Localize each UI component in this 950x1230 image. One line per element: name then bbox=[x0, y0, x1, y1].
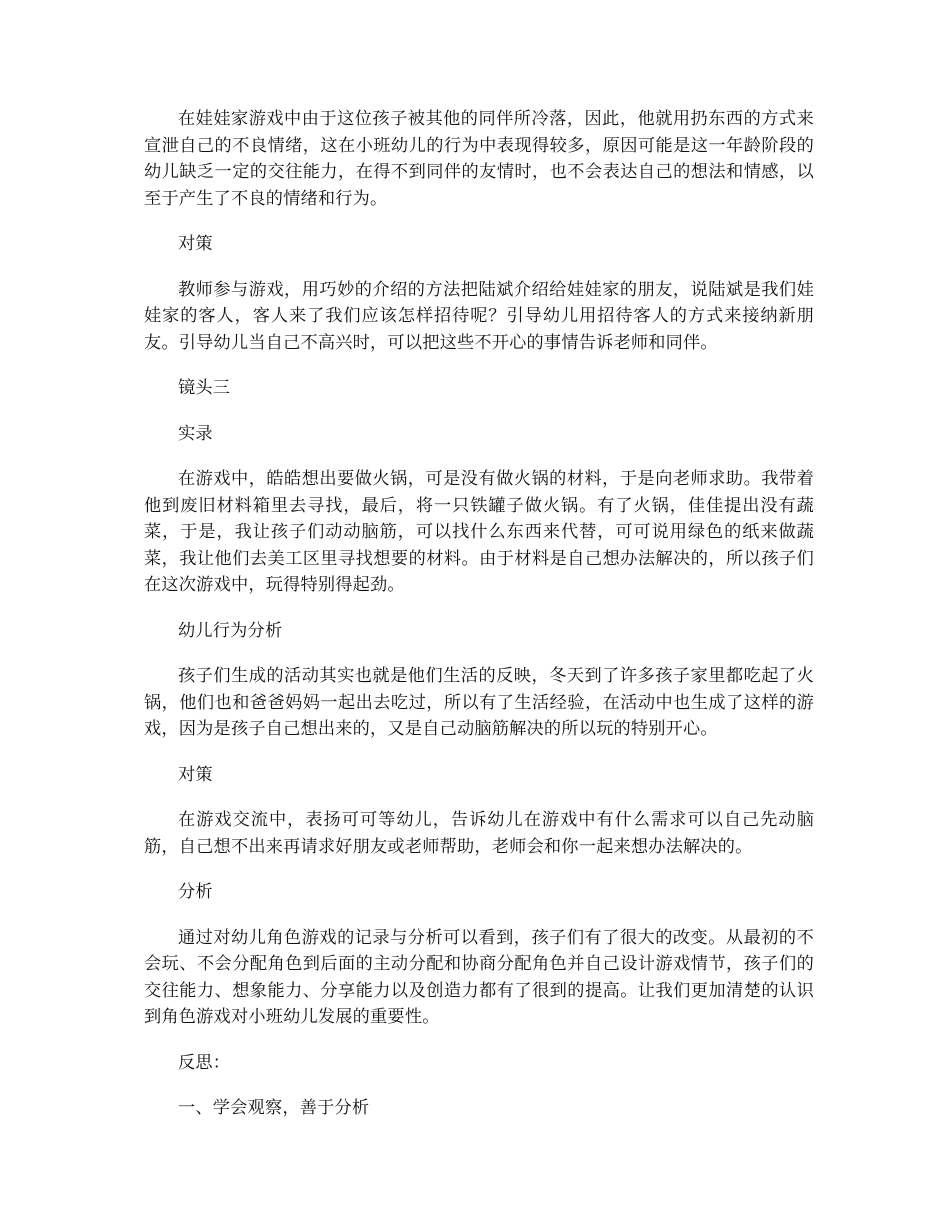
paragraph-record: 在游戏中，皓皓想出要做火锅，可是没有做火锅的材料，于是向老师求助。我带着他到废旧材料箱里去寻找，最后，将一只铁罐子做火锅。有了火锅，佳佳提出没有蔬菜，于是，我让孩子们动动脑筋，可以找什么东西来代替，可可说用绿色的纸来做蔬菜，我让他们去美工区里寻找想要的材料。由于材料是自己想办法解决的，所以孩子们在这次游戏中，玩得特别得起劲。 bbox=[144, 469, 814, 595]
heading-record: 实录 bbox=[178, 423, 213, 444]
heading-strategy-1: 对策 bbox=[178, 234, 213, 254]
heading-strategy-2: 对策 bbox=[178, 764, 213, 785]
heading-behavior-analysis: 幼儿行为分析 bbox=[178, 620, 283, 641]
paragraph-analysis: 通过对幼儿角色游戏的记录与分析可以看到，孩子们有了很大的改变。从最初的不会玩、不会分配角色到后面的主动分配和协商分配角色并自己设计游戏情节，孩子们的交往能力、想象能力、分享能力以及创造力都有了很到的提高。让我们更加清楚的认识到角色游戏对小班幼儿发展的重要性。 bbox=[144, 927, 814, 1027]
heading-scene-three: 镜头三 bbox=[178, 378, 231, 398]
heading-analysis: 分析 bbox=[178, 882, 213, 902]
paragraph-conflict-analysis: 在娃娃家游戏中由于这位孩子被其他的同伴所冷落，因此，他就用扔东西的方式来宣泄自己的不良情绪，这在小班幼儿的行为中表现得较多，原因可能是这一年龄阶段的幼儿缺乏一定的交往能力，在得不到同伴的友情时，也不会表达自己的想法和情感，以至于产生了不良的情绪和行为。 bbox=[144, 109, 814, 209]
heading-reflection-point-one: 一、学会观察，善于分析 bbox=[178, 1098, 370, 1118]
document-body bbox=[144, 106, 814, 1141]
heading-reflection: 反思： bbox=[178, 1052, 231, 1073]
paragraph-behavior-analysis: 孩子们生成的活动其实也就是他们生活的反映，冬天到了许多孩子家里都吃起了火锅，他们也和爸爸妈妈一起出去吃过，所以有了生活经验，在活动中也生成了这样的游戏，因为是孩子自己想出来的，又是自己动脑筋解决的所以玩的特别开心。 bbox=[144, 666, 814, 739]
paragraph-strategy-2: 在游戏交流中，表扬可可等幼儿，告诉幼儿在游戏中有什么需求可以自己先动脑筋，自己想不出来再请求好朋友或老师帮助，老师会和你一起来想办法解决的。 bbox=[144, 810, 814, 857]
paragraph-strategy-1: 教师参与游戏，用巧妙的介绍的方法把陆斌介绍给娃娃家的朋友，说陆斌是我们娃娃家的客人，客人来了我们应该怎样招待呢？引导幼儿用招待客人的方式来接纳新朋友。引导幼儿当自己不高兴时，可以把这些不开心的事情告诉老师和同伴。 bbox=[144, 279, 814, 353]
